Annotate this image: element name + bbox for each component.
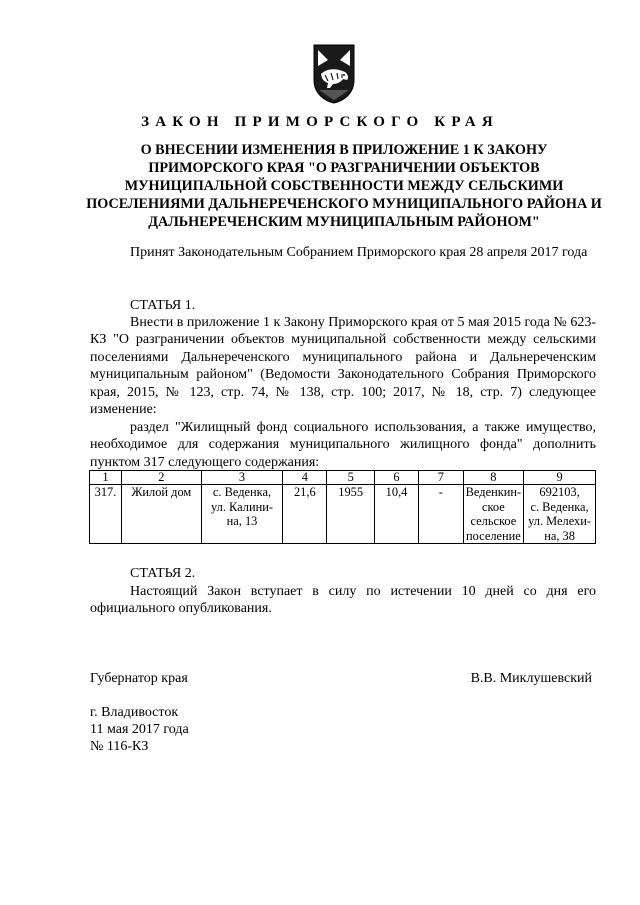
table-header-cell: 6 [375, 471, 419, 485]
table-header-cell: 9 [524, 471, 596, 485]
article-1-paragraph-2: раздел "Жилищный фонд социального использования, а также имущество, необходимое для содержания муниципального жилищного фонда" дополнить пунктом 317 следующего содержания: [90, 420, 596, 470]
table-cell-owner-address: 692103, с. Веденка, ул. Мелехи- на, 38 [524, 485, 596, 544]
adoption-statement: Принят Законодательным Собранием Приморского края 28 апреля 2017 года [130, 245, 588, 260]
signature-position: Губернатор края [90, 671, 188, 686]
table-cell-year: 1955 [327, 485, 375, 544]
table-cell-area: 21,6 [283, 485, 327, 544]
table-cell-address: с. Веденка, ул. Калини- на, 13 [201, 485, 283, 544]
article-1-paragraph-1: Внести в приложение 1 к Закону Приморского края от 5 мая 2015 года № 623-КЗ "О разграничении объектов муниципальной собственности между сельскими поселениями Дальнереченского муниципального района и Дальнереченским муниципальным районом" (Ведомости Законодательного Собрания Приморского края, 2015, № 123, стр. 74, № 138, стр. 100; 2017, № 18, стр. 7) следующее изменение: [90, 315, 596, 418]
table-header-row [90, 471, 596, 485]
table-cell-dash: - [418, 485, 463, 544]
article-2-heading: СТАТЬЯ 2. [130, 566, 196, 581]
footer-law-number: № 116-КЗ [90, 739, 149, 754]
table-header-cell: 2 [121, 471, 201, 485]
table-header-cell: 1 [90, 471, 122, 485]
table-cell-object: Жилой дом [121, 485, 201, 544]
law-title: ЗАКОН ПРИМОРСКОГО КРАЯ [141, 114, 499, 130]
table-header-cell: 8 [463, 471, 523, 485]
table-cell-owner: Веденкин- ское сельское поселение [463, 485, 523, 544]
footer-date: 11 мая 2017 года [90, 722, 189, 737]
article-1-heading: СТАТЬЯ 1. [130, 298, 196, 313]
table-header-cell: 3 [201, 471, 283, 485]
primorsky-krai-coat-of-arms-icon [313, 44, 355, 104]
table-cell-number: 317. [90, 485, 122, 544]
table-row [90, 485, 596, 544]
property-table [89, 470, 596, 544]
table-header-cell: 5 [327, 471, 375, 485]
signature-name: В.В. Миклушевский [470, 671, 592, 686]
law-subtitle: О ВНЕСЕНИИ ИЗМЕНЕНИЯ В ПРИЛОЖЕНИЕ 1 К ЗАКОНУ ПРИМОРСКОГО КРАЯ "О РАЗГРАНИЧЕНИИ ОБЪЕКТОВ МУНИЦИПАЛЬНОЙ СОБСТВЕННОСТИ МЕЖДУ СЕЛЬСКИМИ ПОСЕЛЕНИЯМИ ДАЛЬНЕРЕЧЕНСКОГО МУНИЦИПАЛЬНОГО РАЙОНА И ДАЛЬНЕРЕЧЕНСКИМ МУНИЦИПАЛЬНЫМ РАЙОНОМ" [86, 142, 602, 230]
footer-city: г. Владивосток [90, 705, 179, 720]
table-header-cell: 4 [283, 471, 327, 485]
table-cell-value: 10,4 [375, 485, 419, 544]
table-header-cell: 7 [418, 471, 463, 485]
article-2-paragraph: Настоящий Закон вступает в силу по истечении 10 дней со дня его официального опубликования. [90, 584, 596, 617]
